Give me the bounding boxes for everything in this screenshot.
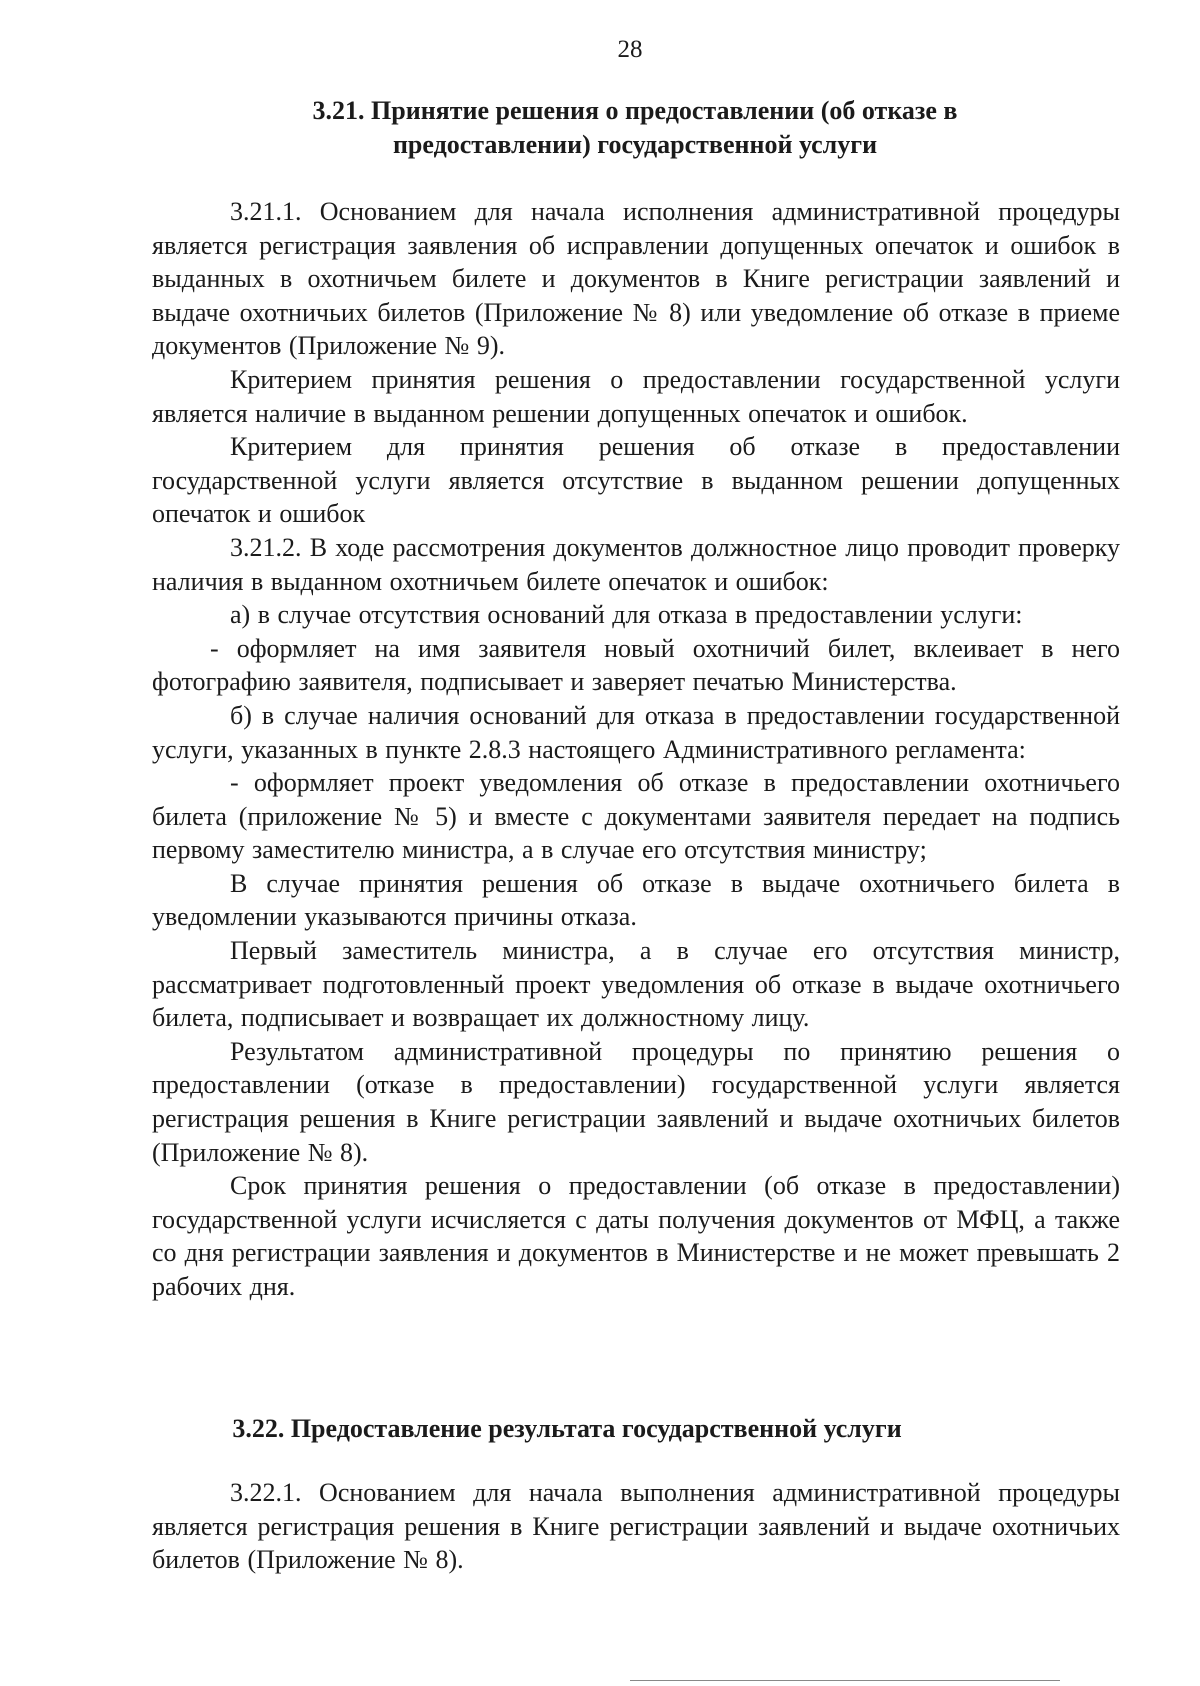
paragraph: 3.21.1. Основанием для начала исполнения административной процедуры является регистрация заявления об исправлении допущенных опечаток и ошибок в выданных в охотничьем билете и документов в Книге регистрации заявлений и выдаче охотничьих билетов (Приложение № 8) или уведомление об отказе в приеме документов (Приложение № 9). xyxy=(152,197,1120,361)
section-3-21-heading-line1: 3.21. Принятие решения о предоставлении (об отказе в xyxy=(312,96,958,125)
paragraph: 3.22.1. Основанием для начала выполнения административной процедуры является регистрация решения в Книге регистрации заявлений и выдаче охотничьих билетов (Приложение № 8). xyxy=(152,1478,1120,1575)
section-3-21-heading xyxy=(160,94,1110,161)
section-3-22-body xyxy=(152,1476,1120,1577)
section-3-21-heading-line2: предоставлении) государственной услуги xyxy=(392,129,878,159)
paragraph: - оформляет проект уведомления об отказе в предоставлении охотничьего билета (приложение № 5) и вместе с документами заявителя передает на подпись первому заместителю министра, а в случае его отсутствия министру; xyxy=(152,768,1120,865)
paragraph: - оформляет на имя заявителя новый охотничий билет, вклеивает в него фотографию заявителя, подписывает и заверяет печатью Министерства. xyxy=(152,633,1120,697)
section-3-21-body xyxy=(152,195,1120,1304)
paragraph: 3.21.2. В ходе рассмотрения документов должностное лицо проводит проверку наличия в выданном охотничьем билете опечаток и ошибок: xyxy=(152,532,1120,596)
page-number: 28 xyxy=(617,36,643,63)
section-3-22-heading: 3.22. Предоставление результата государственной услуги xyxy=(232,1414,902,1443)
paragraph: Критерием принятия решения о предоставлении государственной услуги является наличие в выданном решении допущенных опечаток и ошибок. xyxy=(152,364,1120,428)
paragraph: б) в случае наличия оснований для отказа в предоставлении государственной услуги, указанных в пункте 2.8.3 настоящего Административного регламента: xyxy=(152,700,1120,764)
paragraph: В случае принятия решения об отказе в выдаче охотничьего билета в уведомлении указываются причины отказа. xyxy=(152,868,1120,932)
footer-divider xyxy=(630,1680,1060,1681)
paragraph: Срок принятия решения о предоставлении (об отказе в предоставлении) государственной услуги исчисляется с даты получения документов от МФЦ, а также со дня регистрации заявления и документов в Министерстве и не может превышать 2 рабочих дня. xyxy=(152,1171,1120,1301)
paragraph: а) в случае отсутствия оснований для отказа в предоставлении услуги: xyxy=(230,600,1023,630)
paragraph: Первый заместитель министра, а в случае его отсутствия министр, рассматривает подготовленный проект уведомления об отказе в выдаче охотничьего билета, подписывает и возвращает их должностному лицу. xyxy=(152,936,1120,1033)
paragraph: Результатом административной процедуры по принятию решения о предоставлении (отказе в предоставлении) государственной услуги является регистрация решения в Книге регистрации заявлений и выдаче охотничьих билетов (Приложение № 8). xyxy=(152,1036,1120,1167)
paragraph: Критерием для принятия решения об отказе в предоставлении государственной услуги является отсутствие в выданном решении допущенных опечаток и ошибок xyxy=(152,432,1120,529)
